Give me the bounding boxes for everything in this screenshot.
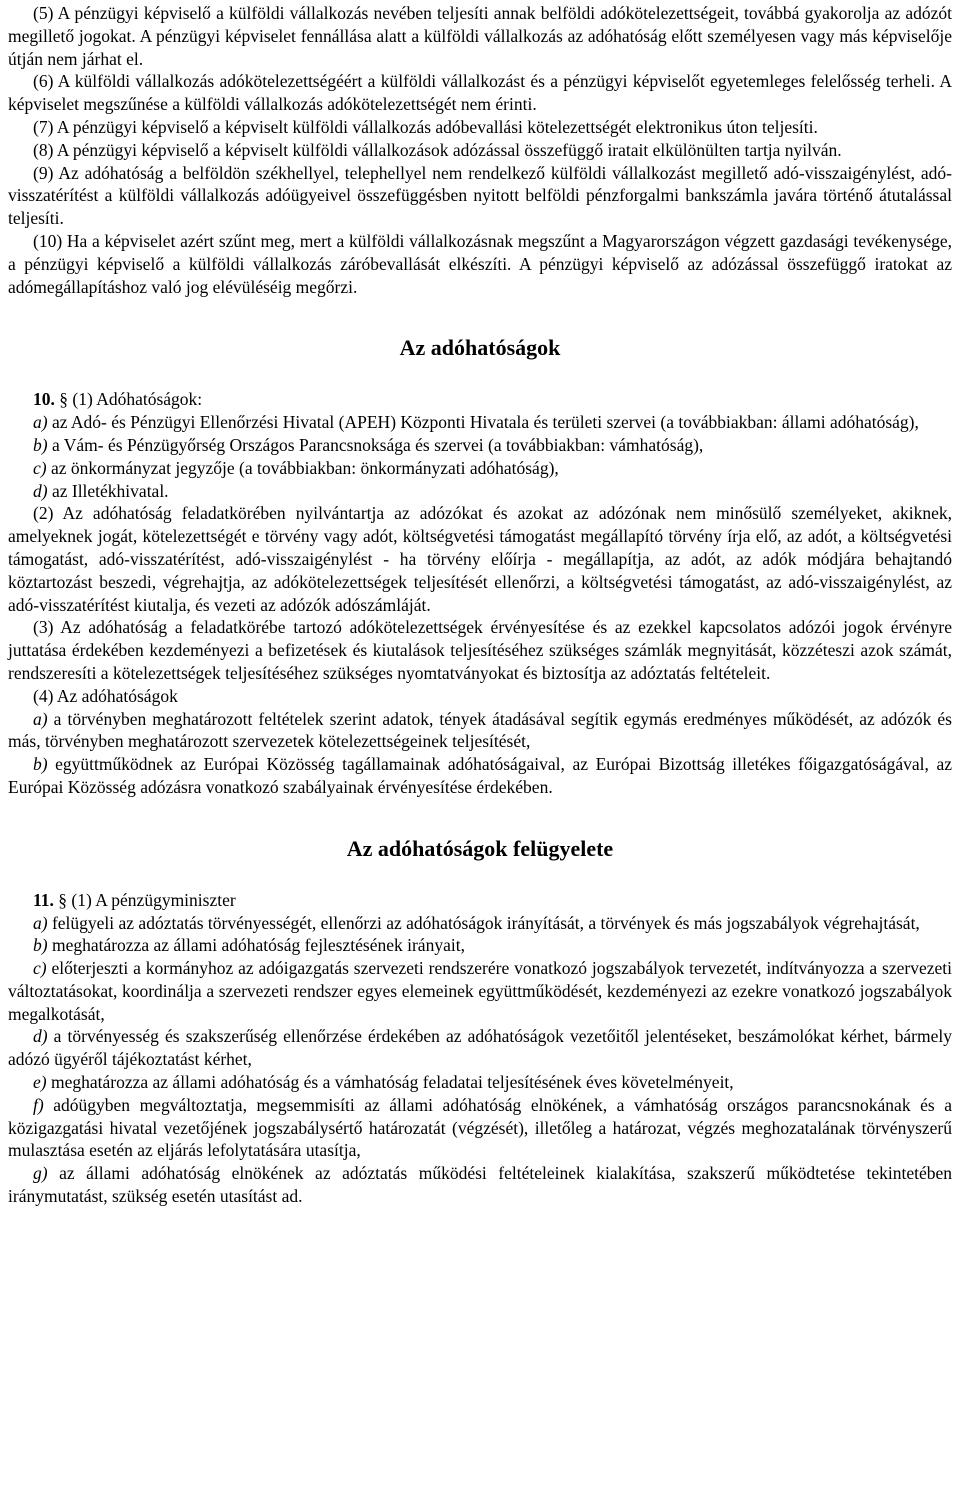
list-item	[8, 434, 952, 457]
paragraph-5: (5) A pénzügyi képviselő a külföldi vállalkozás nevében teljesíti annak belföldi adókötelezettségeit, továbbá gyakorolja az adózót megillető jogokat. A pénzügyi képviselet fennállása alatt a külföldi vállalkozás az adóhatóság előtt személyesen vagy más képviselője útján nem járhat el.	[8, 3, 952, 69]
item-label: a)	[33, 412, 48, 433]
item-text: az Adó- és Pénzügyi Ellenőrzési Hivatal (APEH) Központi Hivatala és területi szervei (a továbbiakban: állami adóhatóság),	[47, 412, 919, 433]
item-label: c)	[33, 958, 47, 979]
list-item	[8, 1162, 952, 1208]
item-text: a Vám- és Pénzügyőrség Országos Parancsnoksága és szervei (a továbbiakban: vámhatóság),	[47, 434, 704, 455]
item-text: az Illetékhivatal.	[47, 480, 169, 501]
section-heading-felugyelet: Az adóhatóságok felügyelete	[346, 835, 614, 861]
list-item	[8, 1071, 952, 1094]
section-intro-text: (1) Adóhatóságok:	[68, 389, 203, 410]
list-item	[8, 934, 952, 957]
section-number: 10.	[33, 389, 55, 410]
paragraph-6: (6) A külföldi vállalkozás adókötelezettségéért a külföldi vállalkozást és a pénzügyi képviselőt egyetemleges felelősség terheli. A képviselet megszűnése a külföldi vállalkozás adókötelezettségét nem érinti.	[8, 71, 952, 115]
item-text: adóügyben megváltoztatja, megsemmisíti az állami adóhatóság elnökének, a vámhatóság országos parancsnokának és a közigazgatási hivatal vezetőjének jogszabálysértő határozatát (végzését), illetőleg a határozat, végzés meghozatalának törvényszerű mulasztása esetén az eljárás lefolytatására utasítja,	[8, 1094, 952, 1161]
item-label: e)	[33, 1072, 47, 1093]
item-label: b)	[33, 434, 48, 455]
section-10-intro	[8, 388, 952, 411]
section-10-paragraph-4: (4) Az adóhatóságok	[33, 685, 178, 706]
section-intro-text: (1) A pénzügyminiszter	[67, 889, 236, 910]
item-text: a törvényesség és szakszerűség ellenőrzése érdekében az adóhatóságok vezetőitől jelentéseket, beszámolókat kérhet, bármely adózó ügyéről tájékoztatást kérhet,	[8, 1026, 952, 1070]
paragraph-sign: §	[58, 889, 68, 910]
item-text: együttműködnek az Európai Közösség tagállamainak adóhatóságaival, az Európai Bizottság illetékes főigazgatóságával, az Európai Közösség adózásra vonatkozó szabályainak érvényesítése érdekében.	[8, 754, 952, 797]
item-label: b)	[33, 754, 48, 775]
item-label: b)	[33, 935, 48, 956]
item-text: meghatározza az állami adóhatóság fejlesztésének irányait,	[47, 935, 465, 956]
paragraph-9: (9) Az adóhatóság a belföldön székhellyel, telephellyel nem rendelkező külföldi vállalkozást megillető adó-visszaigénylést, adó-visszatérítést a külföldi vállalkozás adóügyeivel összefüggésben nyitott belföldi pénzforgalmi bankszámla javára történő átutalással teljesíti.	[8, 162, 952, 229]
paragraph-10: (10) Ha a képviselet azért szűnt meg, mert a külföldi vállalkozásnak megszűnt a Magyarországon végzett gazdasági tevékenysége, a pénzügyi képviselő a külföldi vállalkozás záróbevallását elkészíti. A pénzügyi képviselő az adózással összefüggő iratokat az adómegállapításhoz való jog elévüléséig megőrzi.	[8, 230, 952, 297]
paragraph-7: (7) A pénzügyi képviselő a képviselt külföldi vállalkozás adóbevallási kötelezettségét elektronikus úton teljesíti.	[33, 116, 818, 137]
item-label: g)	[33, 1163, 48, 1184]
paragraph-sign: §	[59, 389, 68, 410]
item-text: az állami adóhatóság elnökének az adóztatás működési feltételeinek kialakítása, szakszerű működtetése tekintetében iránymutatást, szükség esetén utasítást ad.	[8, 1163, 952, 1207]
item-text: előterjeszti a kormányhoz az adóigazgatás szervezeti rendszerére vonatkozó jogszabályok tervezetét, indítványozza a szervezeti változtatásokat, koordinálja a szervezeti rendszer egyes elemeinek együttműködését, kezdeményezi az ezekre vonatkozó jogszabályok megalkotását,	[8, 958, 952, 1024]
section-10-paragraph-3: (3) Az adóhatóság a feladatkörébe tartozó adókötelezettségek érvényesítése és az ezekkel kapcsolatos adózói jogok érvényre juttatása érdekében kezdeményezi a befizetések és kiutalások teljesítéséhez szükséges számlák megnyitását, közzéteszi azok számát, rendszeresíti a kötelezettségek teljesítéséhez szükséges nyomtatványokat és biztosítja az adóztatás feltételeit.	[8, 617, 952, 683]
list-item	[8, 957, 952, 1025]
item-label: a)	[33, 912, 48, 933]
section-11-intro	[8, 889, 952, 912]
item-text: meghatározza az állami adóhatóság és a vámhatóság feladatai teljesítésének éves követelményeit,	[46, 1072, 734, 1093]
item-label: f)	[33, 1094, 44, 1115]
item-label: c)	[33, 457, 47, 478]
list-item	[8, 1025, 952, 1071]
item-label: d)	[33, 1026, 48, 1047]
list-item	[8, 457, 952, 480]
paragraph-8: (8) A pénzügyi képviselő a képviselt külföldi vállalkozások adózással összefüggő iratait elkülönülten tartja nyilván.	[33, 139, 842, 160]
section-10-paragraph-2: (2) Az adóhatóság feladatkörében nyilvántartja az adózókat és azokat az adózónak nem minősülő személyeket, akiknek, amelyeknek jogát, kötelezettségét e törvény vagy adót, költségvetési támogatást megállapító törvény írja elő, az adót, a költségvetési támogatást, adó-visszatérítést, adó-visszaigénylést - ha törvény előírja - megállapítja, az adót, az adók módjára behajtandó köztartozást beszedi, végrehajtja, az adókötelezettségek teljesítését ellenőrzi, a költségvetési támogatást, az adó-visszaigénylést, az adó-visszatérítést kiutalja, és vezeti az adózók adószámláját.	[8, 503, 952, 615]
list-item	[8, 411, 952, 434]
section-number: 11.	[33, 889, 54, 910]
item-text: a törvényben meghatározott feltételek szerint adatok, tények átadásával segítik egymás eredményes működését, az adózók és más, törvényben meghatározott szervezetek kötelezettségeinek teljesítését,	[8, 708, 952, 752]
list-item	[8, 753, 952, 799]
item-text: felügyeli az adóztatás törvényességét, ellenőrzi az adóhatóságok irányítását, a törvények és más jogszabályok végrehajtását,	[47, 912, 920, 933]
list-item	[8, 1094, 952, 1162]
item-text: az önkormányzat jegyzője (a továbbiakban: önkormányzati adóhatóság),	[46, 457, 559, 478]
item-label: d)	[33, 480, 48, 501]
item-label: a)	[33, 708, 48, 729]
list-item	[8, 708, 952, 754]
list-item	[8, 480, 952, 503]
list-item	[8, 912, 952, 935]
section-heading-adohatosagok: Az adóhatóságok	[399, 335, 561, 361]
